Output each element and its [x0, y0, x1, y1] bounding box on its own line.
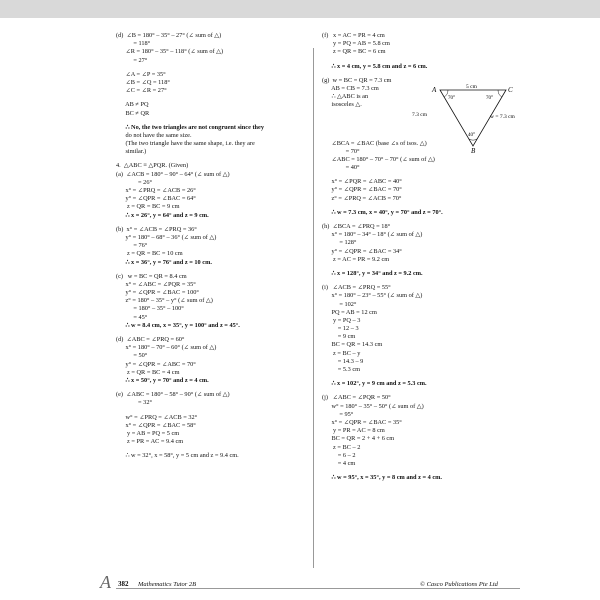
left-column-line: x° = 180° – 70° – 60° (∠ sum of △)	[116, 344, 217, 352]
right-column-line: ∴ x = 102°, y = 9 cm and z = 5.3 cm.	[322, 380, 427, 388]
right-column-line: = 14.3 – 9	[322, 357, 364, 365]
left-column-line: 4. △ABC ≡ △PQR. (Given)	[116, 162, 189, 170]
angle-label-c: 70°	[486, 96, 493, 101]
left-column-line: ∴ x = 26°, y = 64° and z = 9 cm.	[116, 211, 209, 219]
right-column-line: ∠ABC = 180° – 70° – 70° (∠ sum of △)	[322, 155, 435, 163]
left-column-line: (c) w = BC = QR = 8.4 cm	[116, 272, 187, 280]
left-column-line: ∴ x = 36°, y = 76° and z = 10 cm.	[116, 258, 212, 266]
book-title: Mathematics Tutor 2B	[138, 581, 197, 588]
right-column-line: x° = ∠PQR = ∠ABC = 40°	[322, 178, 402, 186]
angle-label-b: 40°	[468, 133, 475, 138]
page-footer	[0, 572, 600, 600]
right-column-line: y° = ∠QPR = ∠BAC = 34°	[322, 247, 402, 255]
right-column-line: y = PR = AC = 8 cm	[322, 427, 385, 435]
side-label-right: w = 7.3 cm	[490, 114, 515, 120]
right-column-line: = 5.3 cm	[322, 366, 361, 373]
left-column-line: = 76°	[116, 242, 148, 250]
right-column-line: = 128°	[322, 239, 357, 247]
right-column-line: x° = 180° – 23° – 55° (∠ sum of △)	[322, 292, 423, 300]
right-column-line: y° = ∠QPR = ∠BAC = 70°	[322, 186, 402, 194]
vertex-label-b: B	[471, 147, 476, 155]
right-column-line: z = QR = BC = 6 cm	[322, 48, 386, 56]
publisher-logo-icon: A	[100, 572, 111, 592]
document-page	[0, 18, 600, 600]
left-column-line: y° = 180° – 68° – 36° (∠ sum of △)	[116, 233, 217, 241]
left-column-line: (The two triangle have the same shape, i.e. they are	[116, 140, 255, 148]
right-column-line: = 6 – 2	[322, 451, 356, 459]
right-column-line: z = BC – 2	[322, 443, 361, 451]
left-column-line: y = AB = PQ = 5 cm	[116, 429, 180, 437]
top-gray-band	[0, 0, 600, 18]
left-column-line: ∠B = ∠Q = 118°	[116, 78, 170, 86]
left-column-line: (a) ∠ACB = 180° – 90° – 64° (∠ sum of △)	[116, 170, 230, 178]
angle-label-a: 70°	[448, 96, 455, 101]
left-column-line: = 180° – 35° – 100°	[116, 305, 184, 313]
left-column-line: y° = ∠QPR = ∠BAC = 100°	[116, 289, 199, 297]
left-column-line: ∴ No, the two triangles are not congruent since they	[116, 123, 265, 131]
vertex-label-a: A	[432, 86, 437, 94]
angle-arc-b	[469, 139, 477, 140]
left-column-line: = 27°	[116, 56, 148, 64]
left-column-line: = 118°	[116, 40, 151, 48]
right-column-line: PQ = AB = 12 cm	[322, 308, 377, 316]
left-column-line: ∴ x = 50°, y = 70° and z = 4 cm.	[116, 376, 209, 384]
left-column-line: y° = ∠QPR = ∠ABC = 70°	[116, 360, 196, 368]
side-label-top: 5 cm	[466, 84, 477, 90]
right-column-line: (j) ∠ABC = ∠PQR = 50°	[322, 394, 391, 402]
right-column-line: BC = QR = 2 + 4 + 6 cm	[322, 435, 395, 443]
vertex-label-c: C	[508, 86, 513, 94]
left-column-line: (d) ∠ABC = ∠PRQ = 60°	[116, 336, 185, 343]
left-column-line: similar.)	[116, 148, 147, 156]
right-column-line: x° = 180° – 34° – 18° (∠ sum of △)	[322, 231, 423, 239]
left-column-line: = 45°	[116, 313, 148, 321]
right-column-line: ∴ x = 128°, y = 34° and z = 9.2 cm.	[322, 269, 423, 277]
left-column-line: ∠A = ∠P = 35°	[116, 70, 166, 78]
column-divider	[313, 48, 314, 568]
left-column-line: z = QR = BC = 9 cm	[116, 203, 180, 211]
left-column-line: ∠R = 180° – 35° – 118° (∠ sum of △)	[116, 48, 224, 56]
right-column-line: (f) x = AC = PR = 4 cm	[322, 32, 385, 39]
right-column-line: x° = ∠QPR = ∠BAC = 35°	[322, 418, 402, 426]
left-column-line: = 26°	[116, 178, 152, 186]
publisher-credit: © Casco Publications Pte Ltd	[420, 581, 498, 588]
right-column-line: y = PQ – 3	[322, 316, 361, 324]
right-column-line: (h) ∠BCA = ∠PRQ = 18°	[322, 223, 391, 230]
left-column-line: AB ≠ PQ	[116, 101, 149, 109]
left-column-line: z = QR = BC = 4 cm	[116, 368, 180, 376]
left-column-line: (b) x° = ∠ACB = ∠PRQ = 36°	[116, 225, 197, 233]
left-column-line: x° = ∠QPR = ∠BAC = 58°	[116, 421, 196, 429]
right-column-line: z° = ∠PRQ = ∠ACB = 70°	[322, 194, 402, 202]
angle-arc-c	[498, 90, 502, 97]
left-column-line: (e) ∠ABC = 180° – 58° – 90° (∠ sum of △)	[116, 391, 230, 399]
left-column-line: = 50°	[116, 352, 148, 360]
left-column-line: z° = 180° – 35° – y° (∠ sum of △)	[116, 297, 213, 305]
right-column-line: z = BC – y	[322, 349, 361, 357]
footer-rule	[116, 588, 520, 589]
left-column-line: w° = ∠PRQ = ∠ACB = 32°	[116, 413, 198, 421]
left-column-line: = 32°	[116, 399, 152, 407]
right-column-line: = 102°	[322, 300, 357, 308]
page-number: 382	[118, 580, 129, 588]
right-column-line: = 95°	[322, 410, 354, 418]
right-column-line: = 70°	[322, 147, 360, 155]
left-column-line: x° = ∠ABC = ∠PQR = 35°	[116, 280, 196, 288]
right-column-line: = 9 cm	[322, 333, 356, 341]
right-column-line: y = PQ = AB = 5.8 cm	[322, 40, 390, 48]
right-column-line: w° = 180° – 35° – 50° (∠ sum of △)	[322, 402, 424, 410]
left-column-line: BC ≠ QR	[116, 109, 150, 117]
right-column-line: ∴ x = 4 cm, y = 5.8 cm and z = 6 cm.	[322, 62, 428, 70]
right-column-line: (g) w = BC = QR = 7.3 cm	[322, 76, 392, 84]
right-column-line: = 12 – 3	[322, 325, 359, 333]
side-label-left: 7.3 cm	[412, 112, 427, 118]
right-column-line: ∴ w = 7.3 cm, x = 40°, y = 70° and z = 70°.	[322, 208, 443, 216]
left-column-line: do not have the same size.	[116, 131, 192, 139]
right-column-line: (i) ∠ACB = ∠PRQ = 55°	[322, 284, 391, 292]
right-column-line: z = AC = PR = 9.2 cm	[322, 255, 390, 263]
left-column-line: z = PR = AC = 9.4 cm	[116, 438, 184, 446]
left-column-line: x° = ∠PRQ = ∠ACB = 26°	[116, 187, 196, 194]
isosceles-triangle-figure	[412, 84, 518, 155]
right-column-line: = 40°	[322, 164, 360, 172]
left-column-line: ∠C = ∠R = 27°	[116, 87, 167, 95]
left-column-line: ∴ w = 8.4 cm, x = 35°, y = 100° and z = 45°.	[116, 321, 240, 329]
right-column-line: BC = QR = 14.3 cm	[322, 341, 383, 349]
right-column-line: = 4 cm	[322, 459, 356, 467]
right-column-line: AB = CB = 7.3 cm	[322, 84, 379, 92]
left-column-line: z = QR = BC = 10 cm	[116, 250, 183, 258]
left-column-line: (d) ∠B = 180° – 35° – 27° (∠ sum of △)	[116, 32, 222, 39]
right-column-line: ∴ w = 95°, x = 35°, y = 8 cm and z = 4 cm.	[322, 474, 442, 482]
left-column-line: y° = ∠QPR = ∠BAC = 64°	[116, 195, 196, 203]
left-column-line: ∴ w = 32°, x = 58°, y = 5 cm and z = 9.4 cm.	[116, 452, 239, 460]
left-column	[116, 32, 306, 460]
right-column-line: ∠BCA = ∠BAC (base ∠s of isos. △)	[322, 139, 427, 147]
right-column-line: ∴ △ABC is an	[322, 93, 369, 101]
right-column-line: isosceles △.	[322, 101, 362, 109]
